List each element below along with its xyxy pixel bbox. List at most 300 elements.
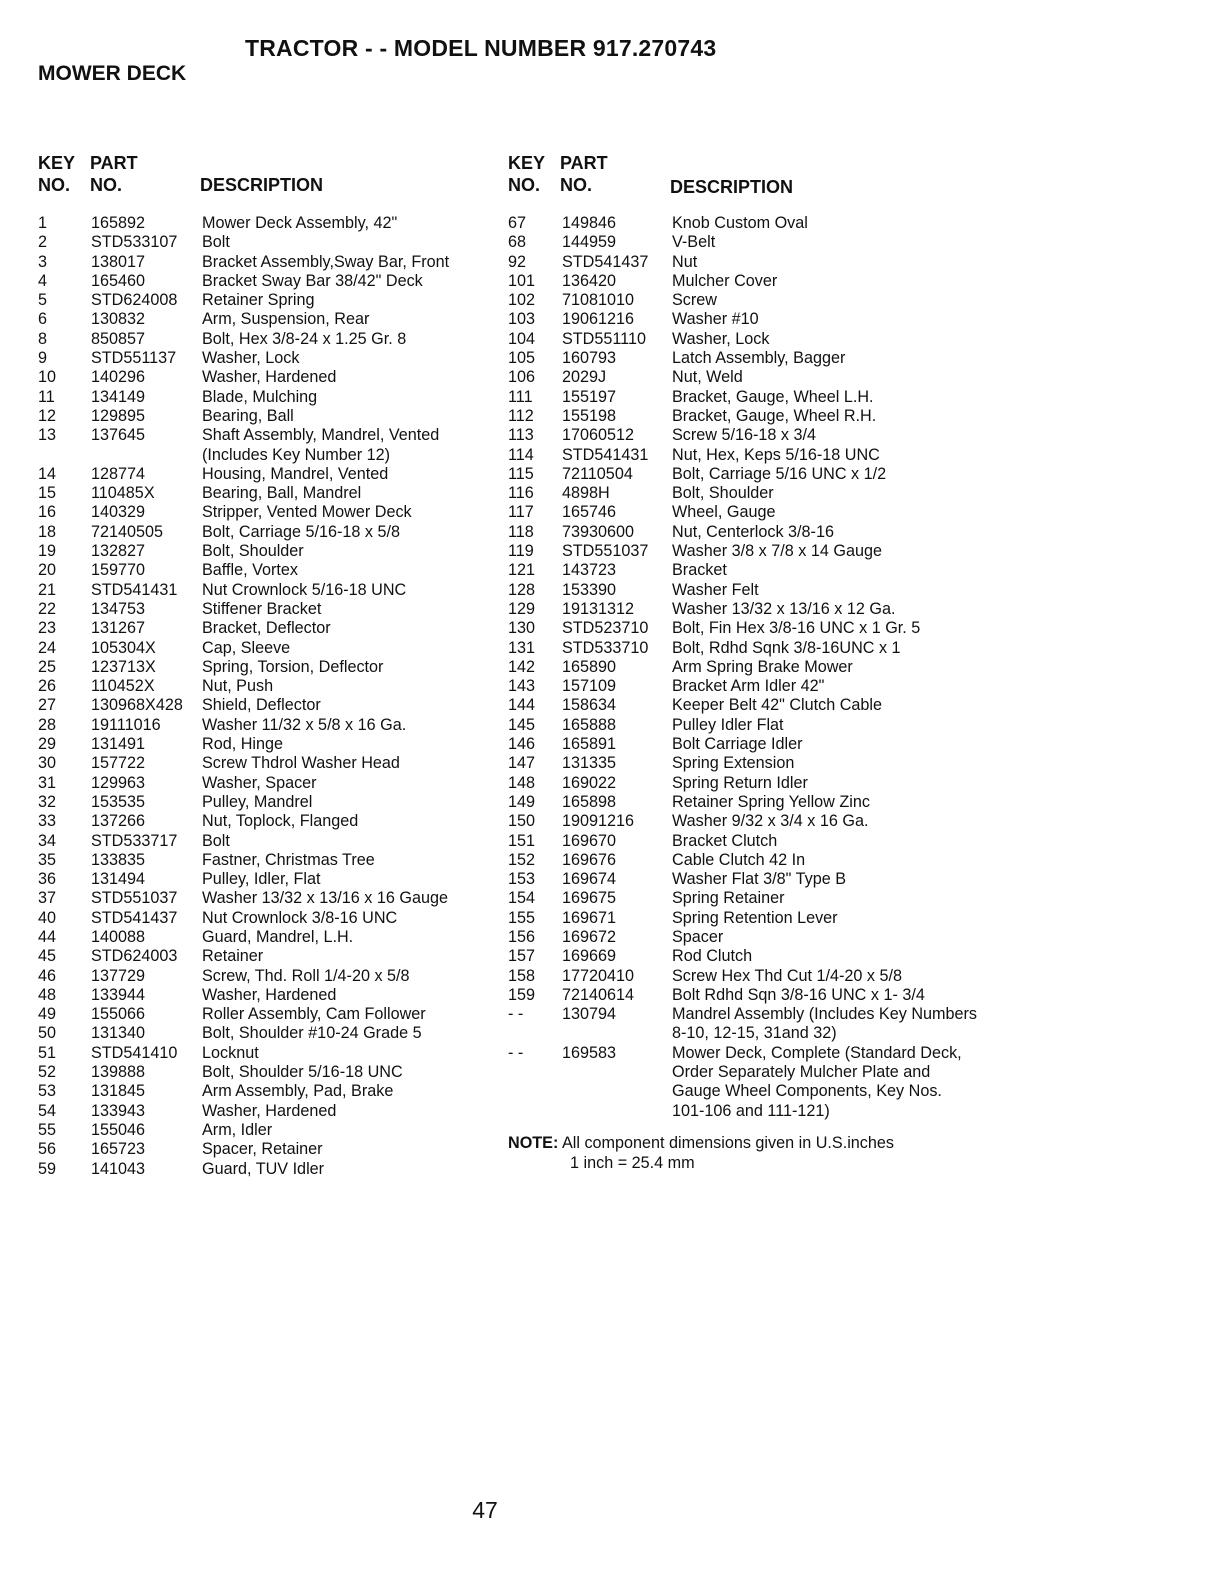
table-row: [508, 1044, 978, 1121]
key-no: 150: [508, 812, 536, 831]
description: Nut Crownlock 3/8-16 UNC: [202, 908, 398, 927]
key-no: 26: [38, 677, 57, 696]
table-row: [38, 465, 498, 484]
key-no: 111: [508, 387, 533, 406]
part-no: 140088: [91, 927, 146, 946]
table-row: [38, 291, 498, 310]
table-row: [508, 947, 978, 966]
table-row: [38, 716, 498, 735]
table-row: [508, 716, 978, 735]
key-no: 13: [38, 426, 57, 445]
key-no: 144: [508, 696, 536, 715]
part-no: STD541431: [562, 445, 649, 464]
key-no: 156: [508, 927, 536, 946]
table-row: [38, 793, 498, 812]
key-no: 5: [38, 291, 48, 310]
part-no: 144959: [562, 233, 617, 252]
description: Washer #10: [672, 310, 759, 329]
key-no: 45: [38, 947, 57, 966]
key-no: 3: [38, 252, 48, 271]
part-no: 128774: [91, 464, 146, 483]
table-row: [508, 330, 978, 349]
table-row: [508, 658, 978, 677]
description: Retainer Spring: [202, 291, 315, 310]
table-row: [38, 928, 498, 947]
table-row: [38, 696, 498, 715]
key-no: 155: [508, 908, 536, 927]
table-row: [508, 832, 978, 851]
description: Mower Deck Assembly, 42": [202, 214, 398, 232]
note-text: All component dimensions given in U.S.inches: [561, 1133, 894, 1152]
description: Nut, Weld: [672, 368, 743, 387]
part-no: 131340: [91, 1024, 146, 1043]
key-no: 28: [38, 715, 57, 734]
key-no: 19: [38, 542, 57, 561]
description: Washer, Lock: [672, 329, 770, 348]
description: Rod Clutch: [672, 947, 753, 966]
note: [508, 1133, 978, 1173]
table-row: [38, 426, 498, 465]
key-no: 14: [38, 464, 57, 483]
description: Washer 13/32 x 13/16 x 16 Gauge: [202, 889, 448, 908]
table-row: [508, 272, 978, 291]
key-no: 105: [508, 349, 536, 368]
table-row: [508, 639, 978, 658]
part-no: STD551137: [91, 349, 177, 368]
table-row: [508, 368, 978, 387]
description: Bolt: [202, 831, 230, 850]
part-no: 153535: [91, 792, 146, 811]
table-row: [508, 870, 978, 889]
page-title: TRACTOR - - MODEL NUMBER 917.270743: [245, 35, 717, 61]
description: Bolt, Fin Hex 3/8-16 UNC x 1 Gr. 5: [672, 619, 921, 638]
description: Nut, Toplock, Flanged: [202, 812, 359, 831]
table-row: [508, 909, 978, 928]
table-row: [508, 1005, 978, 1044]
note-label: NOTE:: [508, 1133, 559, 1152]
description: Bolt, Carriage 5/16-18 x 5/8: [202, 522, 400, 541]
part-no: 157109: [562, 677, 617, 696]
table-row: [508, 619, 978, 638]
description: Bolt Carriage Idler: [672, 735, 803, 754]
part-no: STD541431: [91, 580, 178, 599]
key-no: 50: [38, 1024, 57, 1043]
description: Washer 3/8 x 7/8 x 14 Gauge: [672, 542, 882, 561]
key-no: 152: [508, 850, 536, 869]
description: Wheel, Gauge: [672, 503, 776, 522]
table-row: [508, 928, 978, 947]
column-header: [508, 152, 978, 204]
description: Shaft Assembly, Mandrel, Vented (Includes Key Number 12): [202, 426, 440, 464]
table-row: [38, 368, 498, 387]
table-row: [508, 889, 978, 908]
key-no: 6: [38, 310, 48, 329]
key-no: 56: [38, 1140, 57, 1159]
part-no: 165898: [562, 792, 617, 811]
description: Shield, Deflector: [202, 696, 321, 715]
part-no: STD533710: [562, 638, 649, 657]
table-row: [38, 754, 498, 773]
description: Arm Spring Brake Mower: [672, 657, 853, 676]
table-row: [508, 253, 978, 272]
table-row: [508, 793, 978, 812]
part-no: STD551110: [562, 329, 646, 348]
key-no: 48: [38, 985, 57, 1004]
table-row: [38, 774, 498, 793]
key-no: 128: [508, 580, 536, 599]
table-row: [38, 1140, 498, 1159]
description: Guard, TUV Idler: [202, 1159, 325, 1178]
table-row: [38, 947, 498, 966]
part-no: 73930600: [562, 522, 635, 541]
part-no: 153390: [562, 580, 617, 599]
key-no: 31: [38, 773, 57, 792]
description: Baffle, Vortex: [202, 561, 298, 580]
part-no: 110452X: [91, 677, 155, 696]
description: Nut: [672, 252, 698, 271]
table-row: [38, 909, 498, 928]
table-row: [38, 600, 498, 619]
table-row: [38, 1005, 498, 1024]
parts-column-right: [508, 152, 978, 1173]
key-no: 112: [508, 406, 534, 425]
description: Spring Extension: [672, 754, 795, 773]
table-row: [38, 1121, 498, 1140]
note-conversion: 1 inch = 25.4 mm: [570, 1153, 695, 1172]
part-no: 133943: [91, 1101, 146, 1120]
part-no: 158634: [562, 696, 617, 715]
part-no: STD533107: [91, 233, 178, 252]
part-no: 138017: [91, 252, 146, 271]
description: Roller Assembly, Cam Follower: [202, 1005, 426, 1024]
key-no: 23: [38, 619, 57, 638]
key-no: 68: [508, 233, 527, 252]
key-no: 154: [508, 889, 536, 908]
description: Pulley, Idler, Flat: [202, 870, 321, 889]
description: Washer 11/32 x 5/8 x 16 Ga.: [202, 715, 407, 734]
part-no: STD523710: [562, 619, 649, 638]
part-no: 72140614: [562, 985, 635, 1004]
part-no: 155197: [562, 387, 617, 406]
key-no: 92: [508, 252, 527, 271]
table-row: [508, 503, 978, 522]
description: Knob Custom Oval: [672, 214, 808, 232]
description: Fastner, Christmas Tree: [202, 850, 375, 869]
table-row: [508, 851, 978, 870]
page-number: 47: [472, 1497, 498, 1523]
description: Washer, Spacer: [202, 773, 317, 792]
part-no: 149846: [562, 214, 617, 232]
part-no: 133835: [91, 850, 146, 869]
table-row: [508, 677, 978, 696]
table-row: [38, 542, 498, 561]
description-header: DESCRIPTION: [200, 175, 324, 195]
description: Bolt Rdhd Sqn 3/8-16 UNC x 1- 3/4: [672, 985, 925, 1004]
part-no: 165723: [91, 1140, 146, 1159]
key-no: 25: [38, 657, 57, 676]
part-no: STD624003: [91, 947, 178, 966]
table-row: [38, 1024, 498, 1043]
description: Latch Assembly, Bagger: [672, 349, 846, 368]
part-no: 17720410: [562, 966, 635, 985]
table-row: [38, 214, 498, 233]
table-row: [508, 310, 978, 329]
key-no: 49: [38, 1005, 57, 1024]
part-no: 132827: [91, 542, 146, 561]
key-no: 146: [508, 735, 536, 754]
key-no: 102: [508, 291, 536, 310]
part-no: 169583: [562, 1043, 617, 1062]
table-row: [38, 986, 498, 1005]
key-no: - -: [508, 1043, 524, 1062]
table-row: [508, 986, 978, 1005]
part-no: STD533717: [91, 831, 178, 850]
part-no: 136420: [562, 271, 617, 290]
key-no: 2: [38, 233, 48, 252]
table-row: [508, 214, 978, 233]
part-no: 110485X: [91, 484, 155, 503]
key-no: 46: [38, 966, 57, 985]
description: Bracket, Deflector: [202, 619, 331, 638]
part-no: 137266: [91, 812, 146, 831]
description: Screw Thdrol Washer Head: [202, 754, 400, 773]
part-no: 131267: [91, 619, 146, 638]
key-no: 1: [38, 214, 48, 232]
key-no: 119: [508, 542, 534, 561]
description: Bearing, Ball: [202, 406, 294, 425]
key-no: 10: [38, 368, 57, 387]
key-no: 36: [38, 870, 57, 889]
key-no: 67: [508, 214, 527, 232]
part-header-line2: NO.: [90, 175, 123, 195]
table-row: [38, 812, 498, 831]
description: Housing, Mandrel, Vented: [202, 464, 389, 483]
key-no: 9: [38, 349, 48, 368]
key-no: 151: [508, 831, 536, 850]
description: Screw 5/16-18 x 3/4: [672, 426, 816, 445]
table-row: [38, 967, 498, 986]
table-row: [508, 967, 978, 986]
key-no: 106: [508, 368, 536, 387]
part-no: 134753: [91, 599, 146, 618]
key-no: 147: [508, 754, 536, 773]
table-row: [38, 484, 498, 503]
key-no: 34: [38, 831, 57, 850]
part-no: 165891: [562, 735, 617, 754]
key-header-line1: KEY: [38, 153, 76, 173]
description: Bracket Arm Idler 42": [672, 677, 825, 696]
part-no: 137729: [91, 966, 146, 985]
key-no: 148: [508, 773, 536, 792]
key-no: 15: [38, 484, 57, 503]
description: Bolt, Shoulder #10-24 Grade 5: [202, 1024, 422, 1043]
part-no: 165460: [91, 271, 146, 290]
key-no: 142: [508, 657, 536, 676]
table-row: [38, 735, 498, 754]
key-no: 129: [508, 599, 536, 618]
part-no: STD624008: [91, 291, 178, 310]
key-no: 37: [38, 889, 57, 908]
description: Bearing, Ball, Mandrel: [202, 484, 362, 503]
part-no: 131845: [91, 1082, 146, 1101]
description: Cap, Sleeve: [202, 638, 291, 657]
part-no: 2029J: [562, 368, 607, 387]
part-no: 169672: [562, 927, 617, 946]
part-no: 169669: [562, 947, 617, 966]
key-no: 21: [38, 580, 57, 599]
part-no: 169674: [562, 870, 617, 889]
table-row: [508, 542, 978, 561]
part-no: 19131312: [562, 599, 635, 618]
description: Nut, Hex, Keps 5/16-18 UNC: [672, 445, 880, 464]
table-row: [38, 1102, 498, 1121]
part-no: 155046: [91, 1120, 146, 1139]
key-no: 55: [38, 1120, 57, 1139]
key-no: 131: [508, 638, 536, 657]
part-no: 131494: [91, 870, 146, 889]
description: Mulcher Cover: [672, 271, 778, 290]
table-row: [38, 561, 498, 580]
part-header-line1: PART: [90, 153, 138, 173]
table-row: [38, 407, 498, 426]
table-row: [38, 349, 498, 368]
part-no: 134149: [91, 387, 146, 406]
part-no: 165746: [562, 503, 617, 522]
part-no: 17060512: [562, 426, 635, 445]
table-row: [38, 310, 498, 329]
part-no: 140329: [91, 503, 146, 522]
key-header-line2: NO.: [508, 175, 541, 195]
table-row: [38, 1044, 498, 1063]
part-no: STD541437: [91, 908, 178, 927]
section-title: MOWER DECK: [38, 62, 187, 85]
key-no: 44: [38, 927, 57, 946]
description: Bolt, Shoulder: [672, 484, 774, 503]
table-row: [38, 851, 498, 870]
description: Stiffener Bracket: [202, 599, 322, 618]
description: Washer, Hardened: [202, 1101, 337, 1120]
part-no: 129963: [91, 773, 146, 792]
part-no: 123713X: [91, 657, 156, 676]
description: Nut, Push: [202, 677, 274, 696]
description: Rod, Hinge: [202, 735, 283, 754]
key-no: 115: [508, 464, 534, 483]
key-header-line2: NO.: [38, 175, 71, 195]
description: Mandrel Assembly (Includes Key Numbers 8-10, 12-15, 31and 32): [672, 1005, 977, 1043]
parts-list-right: [508, 214, 978, 1121]
description: Pulley, Mandrel: [202, 792, 313, 811]
description: Spacer, Retainer: [202, 1140, 323, 1159]
description: Arm, Idler: [202, 1120, 273, 1139]
table-row: [508, 388, 978, 407]
key-no: 29: [38, 735, 57, 754]
key-no: 145: [508, 715, 536, 734]
description: Bolt: [202, 233, 230, 252]
description: Keeper Belt 42" Clutch Cable: [672, 696, 883, 715]
description: Bracket: [672, 561, 727, 580]
key-no: 153: [508, 870, 536, 889]
part-no: 19091216: [562, 812, 635, 831]
description: Retainer: [202, 947, 264, 966]
table-row: [508, 233, 978, 252]
table-row: [508, 407, 978, 426]
part-no: 131335: [562, 754, 617, 773]
part-no: 157722: [91, 754, 146, 773]
description: Bracket Assembly,Sway Bar, Front: [202, 252, 450, 271]
key-no: 18: [38, 522, 57, 541]
key-no: 52: [38, 1063, 57, 1082]
key-no: 130: [508, 619, 536, 638]
description: Washer 9/32 x 3/4 x 16 Ga.: [672, 812, 869, 831]
key-no: 22: [38, 599, 57, 618]
key-no: 12: [38, 406, 57, 425]
table-row: [508, 754, 978, 773]
description: Bracket, Gauge, Wheel R.H.: [672, 406, 877, 425]
description: Bolt, Carriage 5/16 UNC x 1/2: [672, 464, 887, 483]
part-no: 159770: [91, 561, 146, 580]
table-row: [38, 870, 498, 889]
key-no: 149: [508, 792, 536, 811]
part-no: 141043: [91, 1159, 146, 1178]
table-row: [508, 484, 978, 503]
table-row: [38, 1063, 498, 1082]
part-no: 131491: [91, 735, 146, 754]
key-no: 4: [38, 271, 48, 290]
table-row: [508, 696, 978, 715]
table-row: [38, 1160, 498, 1179]
description: Bolt, Shoulder 5/16-18 UNC: [202, 1063, 403, 1082]
description: Screw, Thd. Roll 1/4-20 x 5/8: [202, 966, 410, 985]
part-no: 72110504: [562, 464, 633, 483]
part-no: 850857: [91, 329, 146, 348]
table-row: [38, 253, 498, 272]
part-no: STD541410: [91, 1043, 178, 1062]
table-row: [508, 446, 978, 465]
key-no: 16: [38, 503, 57, 522]
key-no: 114: [508, 445, 534, 464]
key-no: 157: [508, 947, 536, 966]
key-no: 30: [38, 754, 57, 773]
description: Bracket, Gauge, Wheel L.H.: [672, 387, 874, 406]
table-row: [38, 388, 498, 407]
key-no: 32: [38, 792, 57, 811]
key-no: 27: [38, 696, 57, 715]
table-row: [38, 677, 498, 696]
description: V-Belt: [672, 233, 716, 252]
key-no: 117: [508, 503, 534, 522]
table-row: [38, 503, 498, 522]
parts-list-left: [38, 214, 498, 1179]
description: Washer 13/32 x 13/16 x 12 Ga.: [672, 599, 896, 618]
key-no: - -: [508, 1005, 524, 1024]
key-no: 101: [508, 271, 536, 290]
key-no: 113: [508, 426, 534, 445]
description: Bolt, Rdhd Sqnk 3/8-16UNC x 1: [672, 638, 901, 657]
description: Screw Hex Thd Cut 1/4-20 x 5/8: [672, 966, 903, 985]
description: Washer Flat 3/8" Type B: [672, 870, 846, 889]
part-no: 130794: [562, 1005, 617, 1024]
table-row: [38, 523, 498, 542]
part-no: 71081010: [562, 291, 635, 310]
column-header: [38, 152, 498, 204]
description: Spacer: [672, 927, 724, 946]
table-row: [38, 233, 498, 252]
key-no: 158: [508, 966, 536, 985]
part-no: 165892: [91, 214, 146, 232]
description: Screw: [672, 291, 717, 310]
key-no: 121: [508, 561, 536, 580]
part-no: 155198: [562, 406, 617, 425]
